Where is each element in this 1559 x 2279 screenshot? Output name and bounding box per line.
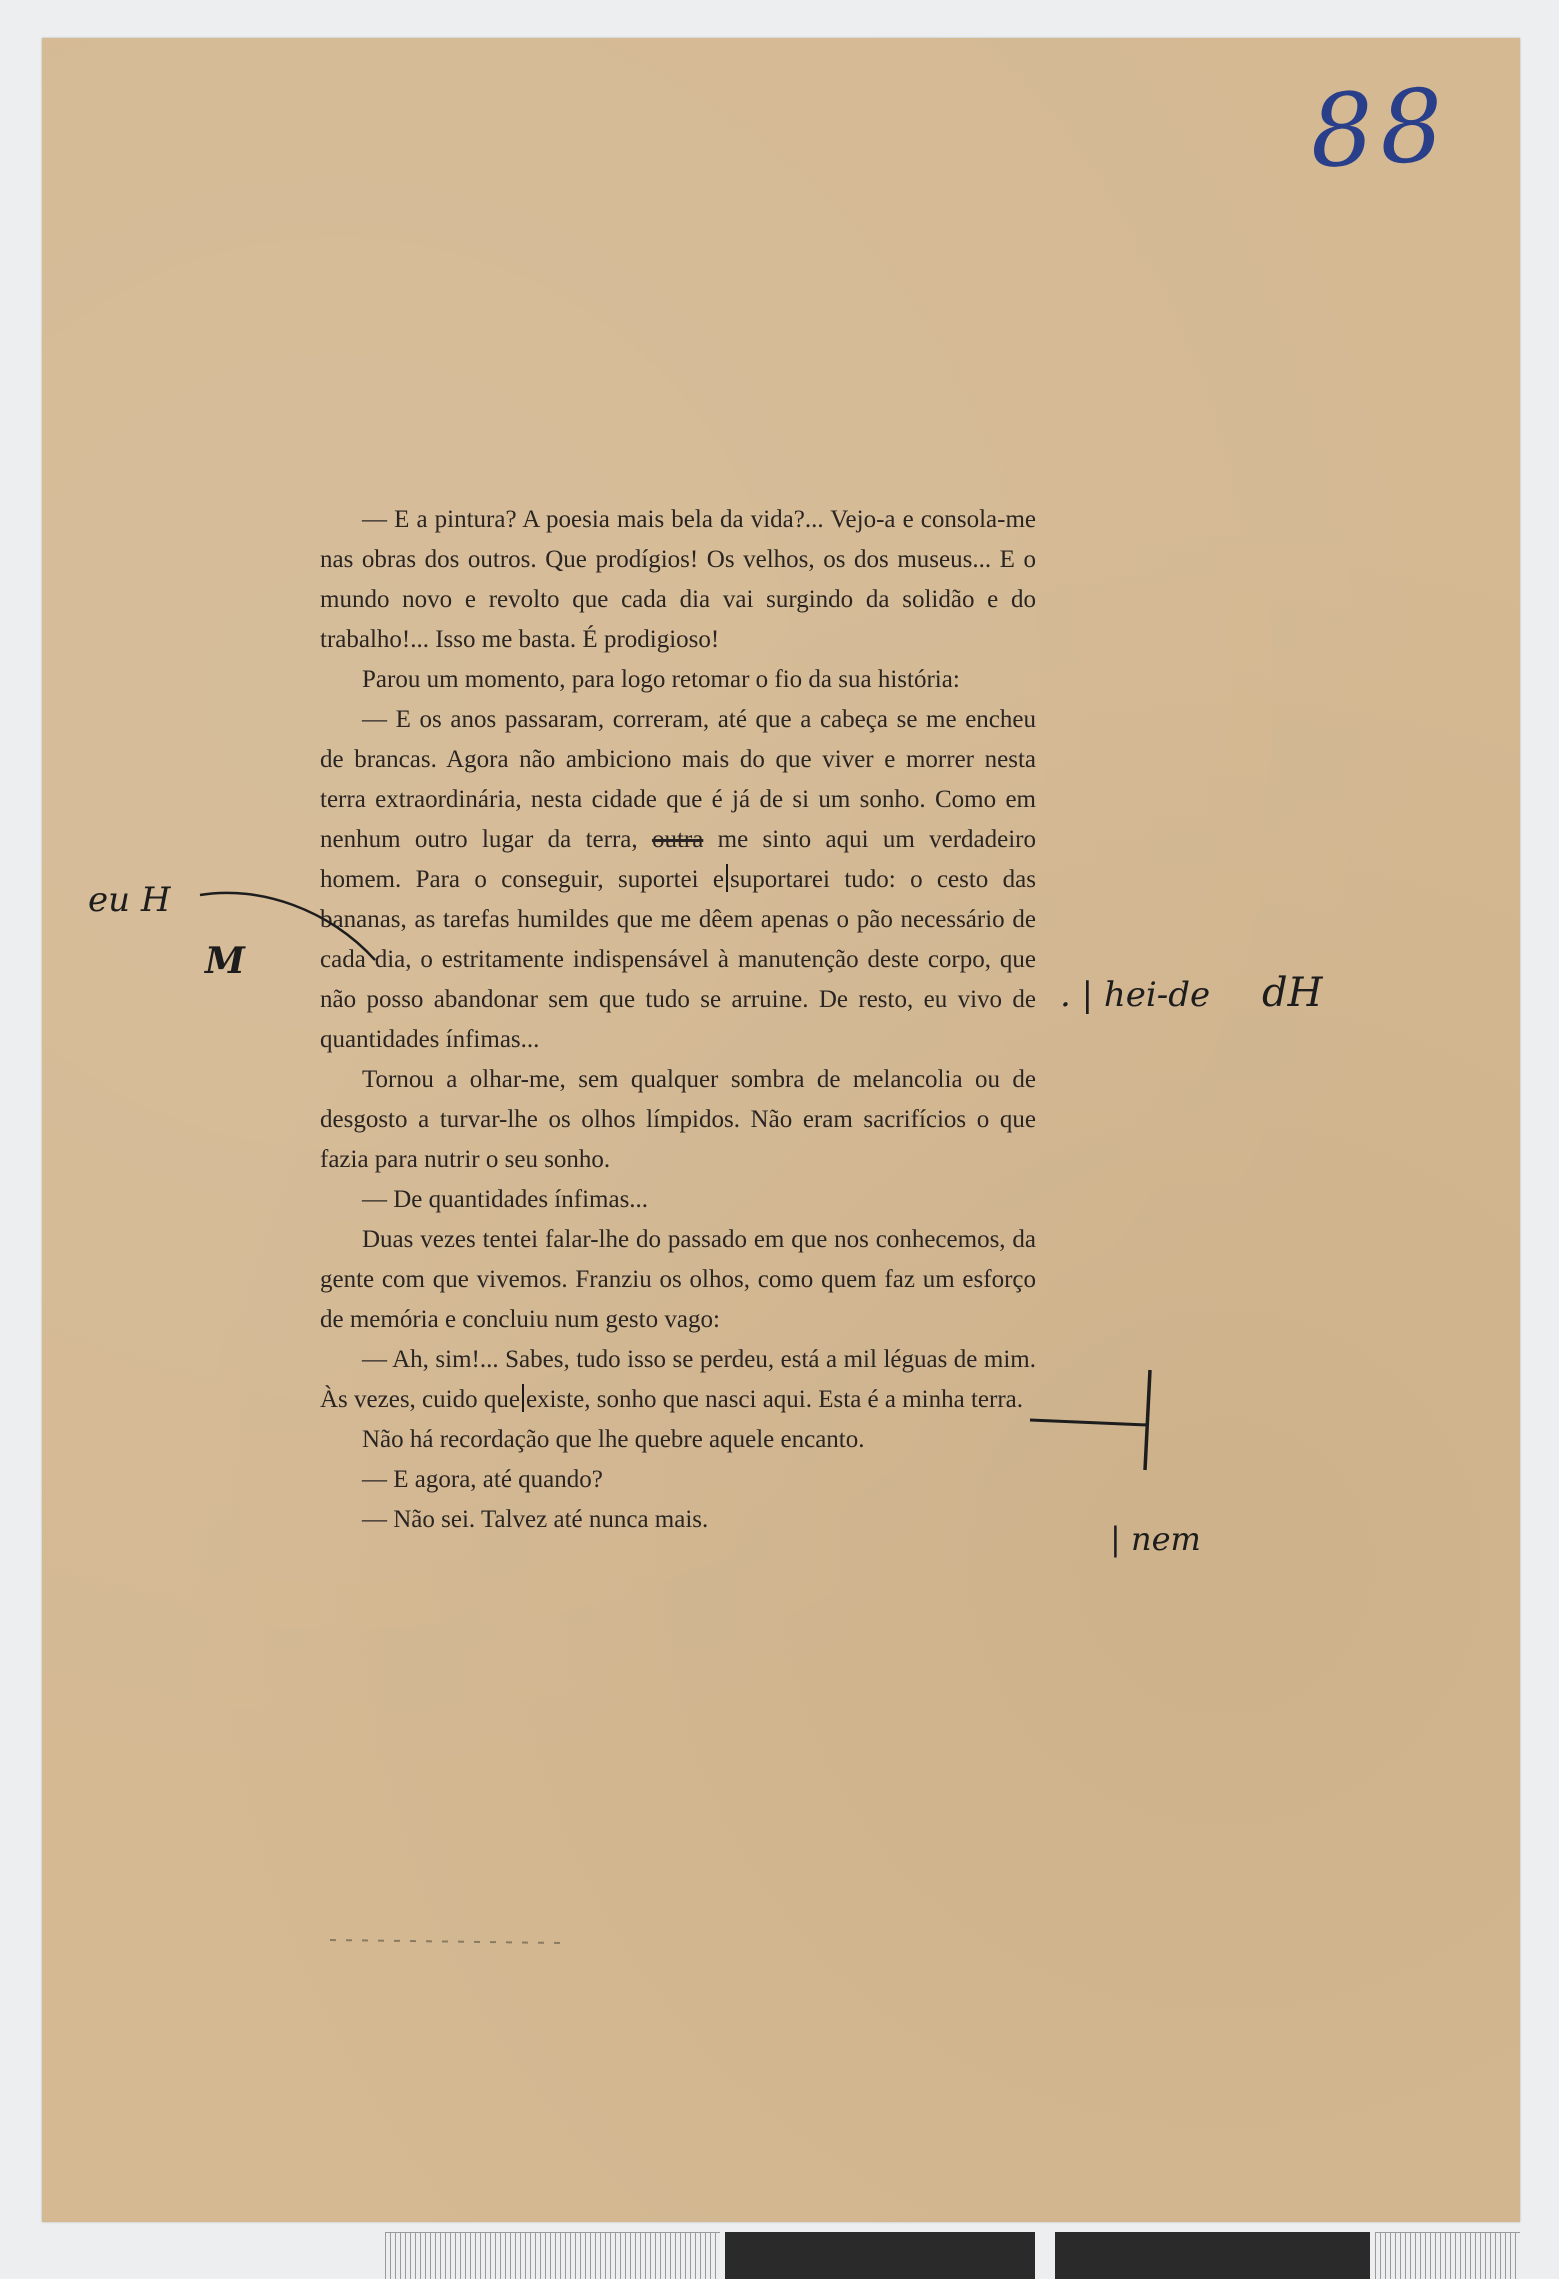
left-margin-mark: M — [205, 940, 245, 982]
paragraph-8: Não há recordação que lhe quebre aquele encanto. — [362, 1426, 865, 1453]
page-number: 88 — [1307, 66, 1453, 191]
scale-block-dark-2 — [1055, 2232, 1370, 2279]
paragraph-3-part-c: suportarei tudo: o cesto das bananas, as tarefas humildes que me dêem apenas o pão necessário de cada dia, o estritamente indispensável à manutenção deste corpo, que não posso abandonar sem que tudo se arruine. De resto, eu vivo de quantidades ínfimas... — [320, 866, 1036, 1053]
paragraph-3-part-b: me sinto aqui um verdadeiro homem. Para o conseguir, suportei e — [320, 826, 1036, 893]
scale-ruler-left — [385, 2232, 720, 2279]
paragraph-5: — De quantidades ínfimas... — [362, 1186, 649, 1213]
paragraph-9: — E agora, até quando? — [362, 1466, 603, 1493]
insertion-mark — [726, 864, 728, 892]
paragraph-1: — E a pintura? A poesia mais bela da vida?... Vejo-a e consola-me nas obras dos outros. Que prodígios! Os velhos, os dos museus... E o mundo novo e revolto que cada dia vai surgindo da solidão e do trabalho!... Isso me basta. É prodigioso! — [320, 506, 1036, 653]
paragraph-7-part-b: existe, sonho que nasci aqui. Esta é a minha terra. — [525, 1386, 1024, 1413]
paragraph-3 — [320, 700, 1036, 1060]
paragraph-3-part-a: — E os anos passaram, correram, até que a cabeça se me encheu de brancas. Agora não ambiciono mais do que viver e morrer nesta terra extraordinária, nesta cidade que é já de si um sonho. Como em nenhum outro lugar da terra, — [320, 706, 1036, 853]
paragraph-7 — [320, 1340, 1036, 1420]
struck-word: outra — [651, 826, 704, 853]
right-margin-note-1-mark: dH — [1262, 970, 1323, 1016]
right-margin-note-1: . | hei-de — [1060, 975, 1211, 1015]
paragraph-7-part-a: — Ah, sim!... Sabes, tudo isso se perdeu, está a mil léguas de mim. Às vezes, cuido que — [320, 1346, 1036, 1413]
insertion-mark-2 — [522, 1384, 524, 1412]
paragraph-2: Parou um momento, para logo retomar o fio da sua história: — [362, 666, 960, 693]
typed-text-block — [320, 500, 1036, 1540]
scale-block-dark-1 — [725, 2232, 1035, 2279]
paragraph-10: — Não sei. Talvez até nunca mais. — [362, 1506, 709, 1533]
paragraph-6: Duas vezes tentei falar-lhe do passado em que nos conhecemos, da gente com que vivemos. Franziu os olhos, como quem faz um esforço de memória e concluiu num gesto vago: — [320, 1226, 1036, 1333]
left-margin-note: eu H — [88, 880, 171, 920]
paragraph-4: Tornou a olhar-me, sem qualquer sombra de melancolia ou de desgosto a turvar-lhe os olhos límpidos. Não eram sacrifícios o que fazia para nutrir o seu sonho. — [320, 1066, 1036, 1173]
right-margin-note-2: | nem — [1110, 1520, 1201, 1558]
scale-ruler-right — [1375, 2232, 1520, 2279]
